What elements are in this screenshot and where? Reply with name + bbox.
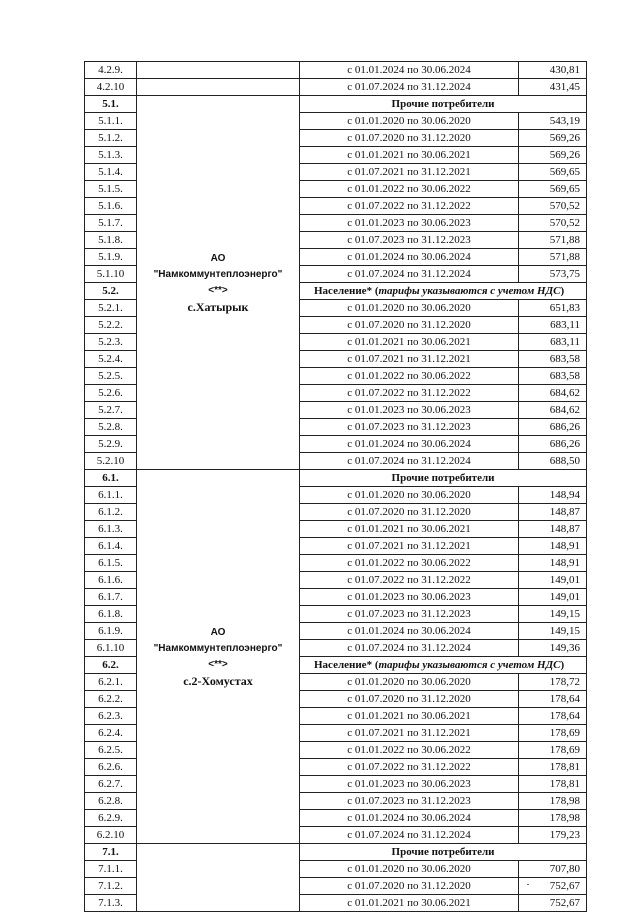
row-value: 149,15 [519,606,587,623]
row-period: с 01.01.2024 по 30.06.2024 [300,436,519,453]
row-period: с 01.01.2024 по 30.06.2024 [300,810,519,827]
row-period: с 01.01.2022 по 30.06.2022 [300,181,519,198]
row-period: с 01.07.2022 по 31.12.2022 [300,759,519,776]
row-value: 569,65 [519,181,587,198]
row-number: 6.2.9. [85,810,137,827]
organization-place: с.Хатырык [187,299,249,314]
row-period: с 01.01.2022 по 30.06.2022 [300,368,519,385]
row-period: с 01.07.2022 по 31.12.2022 [300,572,519,589]
section-title [300,470,587,487]
row-number: 6.1.2. [85,504,137,521]
row-value: 683,58 [519,351,587,368]
row-number: 5.2.10 [85,453,137,470]
section-title-text: Прочие потребители [391,98,495,110]
row-value: 752,67 [519,895,587,912]
row-value: 569,65 [519,164,587,181]
row-period: с 01.07.2021 по 31.12.2021 [300,538,519,555]
row-period: с 01.07.2020 по 31.12.2020 [300,878,519,895]
row-value: 178,64 [519,691,587,708]
row-period: с 01.01.2021 по 30.06.2021 [300,521,519,538]
section-header-row [85,844,587,861]
row-period: с 01.01.2020 по 30.06.2020 [300,487,519,504]
row-value: 178,98 [519,793,587,810]
row-period: с 01.01.2023 по 30.06.2023 [300,402,519,419]
row-value: 148,87 [519,504,587,521]
row-number: 5.2.7. [85,402,137,419]
row-number: 6.2.8. [85,793,137,810]
row-number: 5.2.3. [85,334,137,351]
row-value: 651,83 [519,300,587,317]
row-number: 7.1.1. [85,861,137,878]
row-number: 5.1.6. [85,198,137,215]
row-period: с 01.07.2024 по 31.12.2024 [300,453,519,470]
row-value: 179,23 [519,827,587,844]
row-period: с 01.01.2023 по 30.06.2023 [300,589,519,606]
org-cell-empty [137,62,300,79]
row-number: 6.2.1. [85,674,137,691]
row-value: 569,26 [519,147,587,164]
section-number: 5.2. [85,283,137,300]
row-period: с 01.07.2022 по 31.12.2022 [300,385,519,402]
row-number: 6.1.9. [85,623,137,640]
row-value: 148,94 [519,487,587,504]
row-period: с 01.01.2024 по 30.06.2024 [300,623,519,640]
row-value: 569,26 [519,130,587,147]
row-value: 570,52 [519,215,587,232]
row-number: 7.1.2. [85,878,137,895]
row-value: 178,98 [519,810,587,827]
row-period: с 01.07.2023 по 31.12.2023 [300,419,519,436]
row-number: 6.1.3. [85,521,137,538]
row-period: с 01.01.2020 по 30.06.2020 [300,861,519,878]
row-period: с 01.01.2023 по 30.06.2023 [300,215,519,232]
row-number: 4.2.9. [85,62,137,79]
row-period: с 01.01.2023 по 30.06.2023 [300,776,519,793]
row-number: 5.2.1. [85,300,137,317]
row-period: с 01.01.2022 по 30.06.2022 [300,742,519,759]
row-value: 571,88 [519,232,587,249]
section-title-close: ) [560,659,565,671]
row-period: с 01.07.2024 по 31.12.2024 [300,79,519,96]
section-title-text: Население* ( [314,285,379,297]
row-value: 178,72 [519,674,587,691]
organization-place: с.2-Хомустах [183,673,253,688]
row-value: 178,69 [519,742,587,759]
row-value: 573,75 [519,266,587,283]
row-number: 5.2.9. [85,436,137,453]
row-number: 5.1.1. [85,113,137,130]
row-value: 543,19 [519,113,587,130]
row-period: с 01.07.2024 по 31.12.2024 [300,827,519,844]
row-number: 5.1.7. [85,215,137,232]
organization-cell [137,844,300,912]
row-value: 683,58 [519,368,587,385]
row-value: 178,81 [519,776,587,793]
row-period: с 01.07.2021 по 31.12.2021 [300,351,519,368]
tariff-table [84,61,587,912]
organization-line3: <**> [208,658,228,670]
section-title-close: ) [560,285,565,297]
row-period: с 01.01.2020 по 30.06.2020 [300,300,519,317]
org-cell-empty [137,79,300,96]
row-number: 6.1.5. [85,555,137,572]
row-number: 5.2.8. [85,419,137,436]
row-period: с 01.07.2023 по 31.12.2023 [300,232,519,249]
section-title-text: Население* ( [314,659,379,671]
row-number: 6.1.7. [85,589,137,606]
row-number: 5.1.5. [85,181,137,198]
row-value: 148,87 [519,521,587,538]
tariff-table-body [85,62,587,912]
row-number: 4.2.10 [85,79,137,96]
row-value: 570,52 [519,198,587,215]
row-period: с 01.01.2020 по 30.06.2020 [300,674,519,691]
section-number: 6.2. [85,657,137,674]
row-number: 6.2.10 [85,827,137,844]
row-value: 686,26 [519,419,587,436]
row-value: 178,64 [519,708,587,725]
row-number: 5.2.5. [85,368,137,385]
section-title [300,657,587,674]
row-number: 6.2.2. [85,691,137,708]
row-period: с 01.01.2020 по 30.06.2020 [300,113,519,130]
row-value: 149,36 [519,640,587,657]
row-value: 178,69 [519,725,587,742]
row-value: 148,91 [519,555,587,572]
row-value: 686,26 [519,436,587,453]
row-value: 688,50 [519,453,587,470]
row-period: с 01.07.2023 по 31.12.2023 [300,606,519,623]
row-value: 752,67 [519,878,587,895]
section-number: 6.1. [85,470,137,487]
organization-line1: АО [210,252,226,264]
row-value: 148,91 [519,538,587,555]
row-number: 6.1.1. [85,487,137,504]
row-number: 5.2.2. [85,317,137,334]
row-number: 5.1.4. [85,164,137,181]
row-number: 6.2.5. [85,742,137,759]
row-period: с 01.07.2020 по 31.12.2020 [300,317,519,334]
row-period: с 01.01.2021 по 30.06.2021 [300,708,519,725]
row-period: с 01.07.2021 по 31.12.2021 [300,725,519,742]
row-period: с 01.07.2022 по 31.12.2022 [300,198,519,215]
organization-cell [137,470,300,844]
row-number: 5.1.8. [85,232,137,249]
row-number: 6.2.6. [85,759,137,776]
row-number: 6.2.3. [85,708,137,725]
row-period: с 01.07.2020 по 31.12.2020 [300,691,519,708]
section-title [300,283,587,300]
row-period: с 01.01.2024 по 30.06.2024 [300,249,519,266]
section-title-note: тарифы указываются с учетом НДС [378,285,561,297]
organization-line2: "Намкоммунтеплоэнерго" [153,642,283,654]
row-value: 149,01 [519,589,587,606]
section-number: 7.1. [85,844,137,861]
row-period: с 01.07.2023 по 31.12.2023 [300,793,519,810]
row-value: 149,15 [519,623,587,640]
table-row [85,79,587,96]
row-period: с 01.01.2024 по 30.06.2024 [300,62,519,79]
row-number: 6.1.8. [85,606,137,623]
row-period: с 01.01.2021 по 30.06.2021 [300,895,519,912]
row-number: 5.1.10 [85,266,137,283]
row-value: 430,81 [519,62,587,79]
row-number: 5.2.4. [85,351,137,368]
organization-cell [137,96,300,470]
row-number: 6.1.10 [85,640,137,657]
section-header-row [85,96,587,113]
row-value: 178,81 [519,759,587,776]
section-title-text: Прочие потребители [391,472,495,484]
row-value: 684,62 [519,402,587,419]
row-period: с 01.01.2022 по 30.06.2022 [300,555,519,572]
row-number: 5.1.9. [85,249,137,266]
section-title-note: тарифы указываются с учетом НДС [378,659,561,671]
row-number: 6.2.7. [85,776,137,793]
row-number: 6.2.4. [85,725,137,742]
row-value: 571,88 [519,249,587,266]
organization-line3: <**> [208,284,228,296]
row-number: 7.1.3. [85,895,137,912]
row-value: 431,45 [519,79,587,96]
row-period: с 01.07.2024 по 31.12.2024 [300,266,519,283]
section-title [300,844,587,861]
row-value: 707,80 [519,861,587,878]
table-row [85,62,587,79]
row-period: с 01.07.2021 по 31.12.2021 [300,164,519,181]
row-number: 5.2.6. [85,385,137,402]
section-title [300,96,587,113]
row-period: с 01.07.2024 по 31.12.2024 [300,640,519,657]
organization-line2: "Намкоммунтеплоэнерго" [153,268,283,280]
row-number: 5.1.3. [85,147,137,164]
row-value: 684,62 [519,385,587,402]
row-value: 149,01 [519,572,587,589]
row-period: с 01.01.2021 по 30.06.2021 [300,334,519,351]
section-title-text: Прочие потребители [391,846,495,858]
section-number: 5.1. [85,96,137,113]
row-number: 6.1.4. [85,538,137,555]
row-value: 683,11 [519,334,587,351]
row-period: с 01.07.2020 по 31.12.2020 [300,130,519,147]
section-header-row [85,470,587,487]
scan-mark [527,884,529,885]
row-period: с 01.07.2020 по 31.12.2020 [300,504,519,521]
row-number: 6.1.6. [85,572,137,589]
organization-line1: АО [210,626,226,638]
row-period: с 01.01.2021 по 30.06.2021 [300,147,519,164]
row-value: 683,11 [519,317,587,334]
row-number: 5.1.2. [85,130,137,147]
